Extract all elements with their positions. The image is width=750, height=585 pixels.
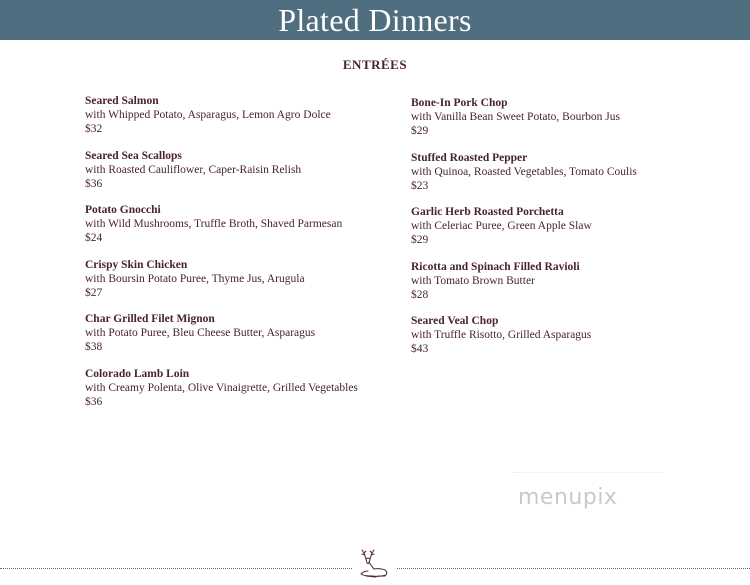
page-title: Plated Dinners [278, 2, 472, 38]
menu-item [85, 203, 405, 258]
item-name: Ricotta and Spinach Filled Ravioli [411, 260, 580, 273]
item-description: with Whipped Potato, Asparagus, Lemon Agro Dolce [85, 109, 331, 121]
menu-column-right [411, 96, 731, 369]
item-price: $36 [85, 177, 103, 190]
item-description: with Quinoa, Roasted Vegetables, Tomato Coulis [411, 165, 637, 178]
menu-item [411, 314, 731, 369]
item-price: $36 [85, 395, 103, 408]
menu-column-left [85, 94, 405, 421]
watermark [512, 472, 662, 533]
menu-item [411, 151, 731, 206]
item-price: $32 [85, 123, 103, 135]
item-name: Stuffed Roasted Pepper [411, 151, 528, 164]
item-price: $38 [85, 341, 103, 353]
item-description: with Creamy Polenta, Olive Vinaigrette, Grilled Vegetables [85, 381, 358, 394]
item-price: $23 [411, 179, 429, 192]
item-price: $43 [411, 343, 429, 355]
menu-item [85, 94, 405, 149]
watermark-text: menupix [518, 485, 618, 510]
menu-item [85, 149, 405, 204]
item-name: Seared Sea Scallops [85, 149, 182, 162]
menu-item [411, 205, 731, 260]
deer-icon-graphic [352, 549, 396, 580]
item-name: Potato Gnocchi [85, 204, 161, 216]
item-description: with Tomato Brown Butter [411, 274, 535, 287]
item-name: Garlic Herb Roasted Porchetta [411, 206, 564, 218]
item-name: Crispy Skin Chicken [85, 258, 188, 271]
item-price: $24 [85, 232, 103, 244]
item-price: $29 [411, 125, 429, 137]
item-name: Bone-In Pork Chop [411, 97, 508, 109]
item-description: with Potato Puree, Bleu Cheese Butter, Asparagus [85, 327, 316, 339]
item-description: with Truffle Risotto, Grilled Asparagus [411, 329, 592, 341]
item-price: $27 [85, 286, 103, 299]
item-name: Seared Veal Chop [411, 315, 499, 327]
item-price: $28 [411, 288, 429, 301]
deer-icon [352, 549, 396, 580]
section-heading-entrees: ENTRÉES [342, 57, 408, 72]
menu-item [85, 258, 405, 313]
item-name: Char Grilled Filet Mignon [85, 313, 215, 325]
item-description: with Boursin Potato Puree, Thyme Jus, Arugula [85, 272, 305, 285]
item-description: with Vanilla Bean Sweet Potato, Bourbon Jus [411, 111, 621, 123]
menu-item [85, 367, 405, 422]
menu-item [411, 96, 731, 151]
item-name: Colorado Lamb Loin [85, 367, 190, 380]
item-description: with Roasted Cauliflower, Caper-Raisin Relish [85, 163, 302, 176]
item-description: with Celeriac Puree, Green Apple Slaw [411, 220, 592, 232]
header-banner [0, 0, 750, 40]
item-name: Seared Salmon [85, 95, 159, 107]
item-description: with Wild Mushrooms, Truffle Broth, Shaved Parmesan [85, 218, 343, 230]
menu-item [411, 260, 731, 315]
menu-item [85, 312, 405, 367]
item-price: $29 [411, 234, 429, 246]
